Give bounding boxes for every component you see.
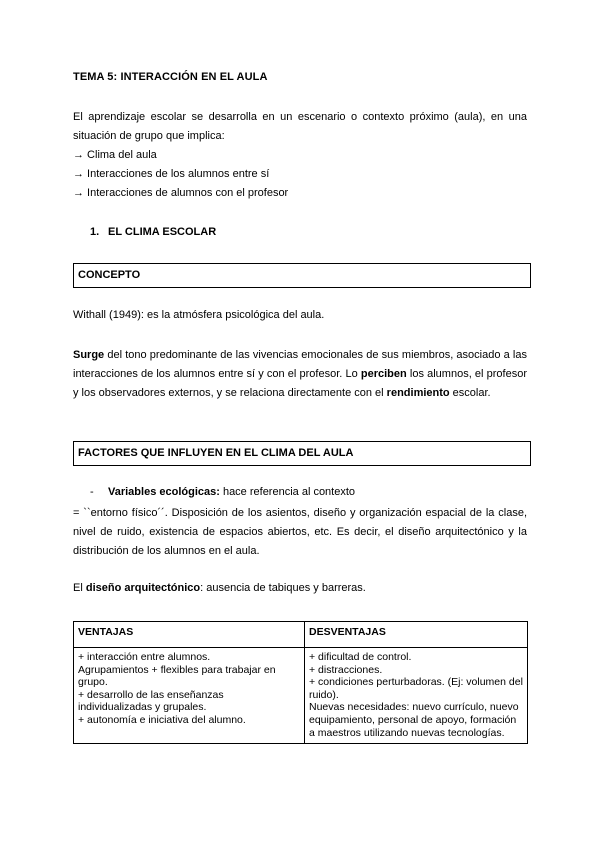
- table-item: + distracciones.: [309, 663, 383, 676]
- bullet-mark: -: [90, 486, 94, 498]
- table-item: + desarrollo de las enseñanzas individualizadas y grupales.: [78, 688, 224, 714]
- surge-text: escolar.: [449, 387, 491, 399]
- desventajas-cell: [305, 648, 528, 744]
- section-title: EL CLIMA ESCOLAR: [108, 226, 217, 238]
- ventajas-cell: [74, 648, 305, 744]
- variables-bold: Variables ecológicas:: [108, 486, 220, 498]
- rendimiento-bold: rendimiento: [386, 387, 450, 399]
- surge-text: los alumnos, el profesor y los observadores externos, y se relaciona directamente con el: [73, 368, 527, 399]
- diseno-bold: diseño arquitectónico: [85, 582, 201, 594]
- concepto-heading-box: CONCEPTO: [73, 263, 531, 288]
- surge-paragraph: [73, 346, 527, 403]
- page-title: TEMA 5: INTERACCIÓN EN EL AULA: [73, 71, 268, 83]
- table-item: Nuevas necesidades: nuevo currículo, nuevo equipamiento, personal de apoyo, formación a maestros utilizando nuevas tecnologías.: [309, 701, 519, 739]
- factores-heading-box: FACTORES QUE INFLUYEN EN EL CLIMA DEL AULA: [73, 441, 531, 466]
- table-header: DESVENTAJAS: [305, 622, 528, 648]
- ventajas-table: [73, 621, 528, 744]
- diseno-line: [73, 582, 366, 594]
- intro-item: → Interacciones de alumnos con el profesor: [73, 187, 289, 199]
- intro-paragraph: El aprendizaje escolar se desarrolla en un escenario o contexto próximo (aula), en una situación de grupo que implica:: [73, 111, 527, 142]
- variables-text: hace referencia al contexto: [219, 486, 356, 498]
- table-header: VENTAJAS: [74, 622, 305, 648]
- table-item: + interacción entre alumnos.: [78, 651, 211, 663]
- section-heading: [90, 226, 216, 238]
- diseno-text: : ausencia de tabiques y barreras.: [200, 582, 366, 594]
- surge-bold: Surge: [73, 349, 105, 361]
- table-item: + autonomía e iniciativa del alumno.: [78, 713, 246, 726]
- variables-bullet: [90, 486, 355, 498]
- table-item: + dificultad de control.: [309, 651, 412, 663]
- perciben-bold: perciben: [360, 368, 407, 380]
- section-number: 1.: [90, 226, 100, 238]
- intro-item: → Clima del aula: [73, 149, 157, 161]
- intro-item: → Interacciones de los alumnos entre sí: [73, 168, 270, 180]
- table-item: Agrupamientos + flexibles para trabajar en grupo.: [78, 663, 276, 689]
- surge-text: del tono predominante de las vivencias emocionales de sus miembros, asociado a las interacciones de los alumnos entre sí y con el profesor. Lo: [73, 349, 527, 380]
- table-item: + condiciones perturbadoras. (Ej: volumen del ruido).: [309, 676, 523, 701]
- entorno-paragraph: = ``entorno físico´´. Disposición de los asientos, diseño y organización espacial de la clase, nivel de ruido, existencia de espacios abiertos, etc. Es decir, el diseño arquitectónico y la distribución de los alumnos en el aula.: [73, 507, 527, 557]
- concepto-definition: Withall (1949): es la atmósfera psicológica del aula.: [73, 309, 325, 321]
- diseno-prefix: El: [73, 582, 86, 594]
